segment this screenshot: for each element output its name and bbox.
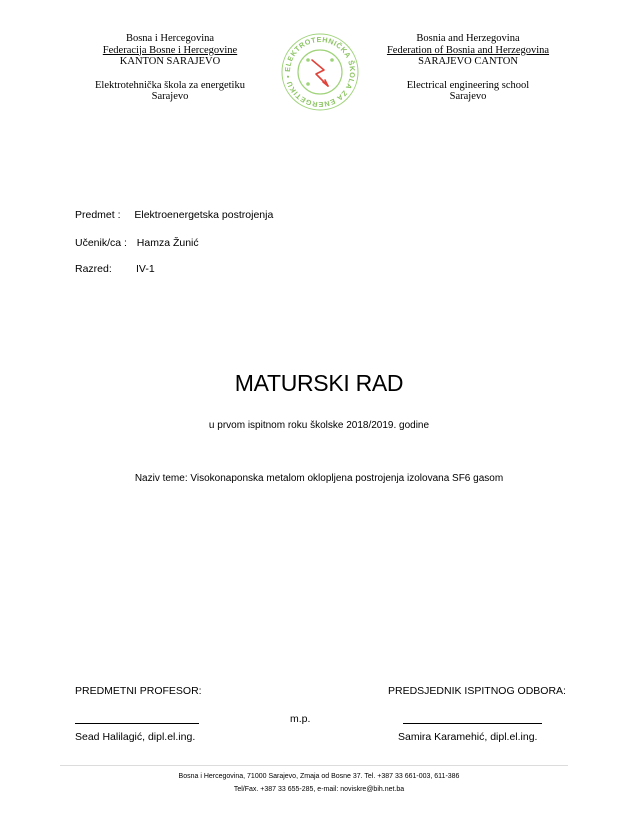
header-left-canton: KANTON SARAJEVO — [119, 56, 221, 67]
footer-address: Bosna i Hercegovina, 71000 Sarajevo, Zmaja od Bosne 37. Tel. +387 33 661-003, 611-386 — [178, 773, 460, 780]
document-title: MATURSKI RAD — [234, 370, 404, 396]
class-value: IV-1 — [136, 263, 155, 275]
footer-contact: Tel/Fax. +387 33 655-285, e-mail: noviskre@bih.net.ba — [233, 786, 405, 793]
subject-value: Elektroenergetska postrojenja — [134, 209, 274, 221]
header-left-city: Sarajevo — [151, 91, 189, 102]
class-row — [75, 263, 155, 275]
header-left-school: Elektrotehnička škola za energetiku — [95, 79, 245, 91]
document-subtitle: u prvom ispitnom roku školske 2018/2019. godine — [208, 420, 430, 431]
header-right-school: Electrical engineering school — [406, 79, 530, 91]
professor-role: PREDMETNI PROFESOR: — [75, 685, 202, 697]
header-right — [368, 33, 568, 103]
header-right-country: Bosnia and Herzegovina — [416, 33, 520, 44]
professor-signature-line — [75, 723, 199, 724]
header-left-country: Bosna i Hercegovina — [125, 33, 215, 44]
header-right-canton: SARAJEVO CANTON — [418, 56, 518, 67]
professor-name: Sead Halilagić, dipl.el.ing. — [75, 731, 196, 743]
svg-text:ELEKTROTEHNIČKA ŠKOLA ZA ENERG — [278, 30, 357, 109]
class-label: Razred: — [75, 263, 112, 275]
student-value: Hamza Žunić — [136, 237, 199, 249]
header-right-federation: Federation of Bosnia and Herzegovina — [386, 44, 550, 56]
student-row — [75, 237, 199, 249]
topic-title: Naziv teme: Visokonaponska metalom oklopljena postrojenja izolovana SF6 gasom — [134, 473, 504, 484]
committee-role: PREDSJEDNIK ISPITNOG ODBORA: — [388, 685, 566, 697]
footer-divider — [60, 765, 568, 766]
header-left — [70, 33, 270, 103]
header-right-city: Sarajevo — [449, 91, 487, 102]
school-logo-icon — [278, 30, 362, 114]
subject-label: Predmet : — [75, 209, 121, 221]
logo-ring-text: ELEKTROTEHNIČKA ŠKOLA ZA ENERGETIKU • — [282, 34, 358, 110]
stamp-label: m.p. — [290, 713, 311, 725]
footer — [0, 770, 638, 796]
subject-row — [75, 209, 273, 221]
school-logo — [278, 30, 362, 114]
committee-signature-line — [403, 723, 542, 724]
student-label: Učenik/ca : — [75, 237, 127, 249]
header-left-federation: Federacija Bosne i Hercegovine — [102, 44, 238, 56]
committee-name: Samira Karamehić, dipl.el.ing. — [398, 731, 538, 743]
